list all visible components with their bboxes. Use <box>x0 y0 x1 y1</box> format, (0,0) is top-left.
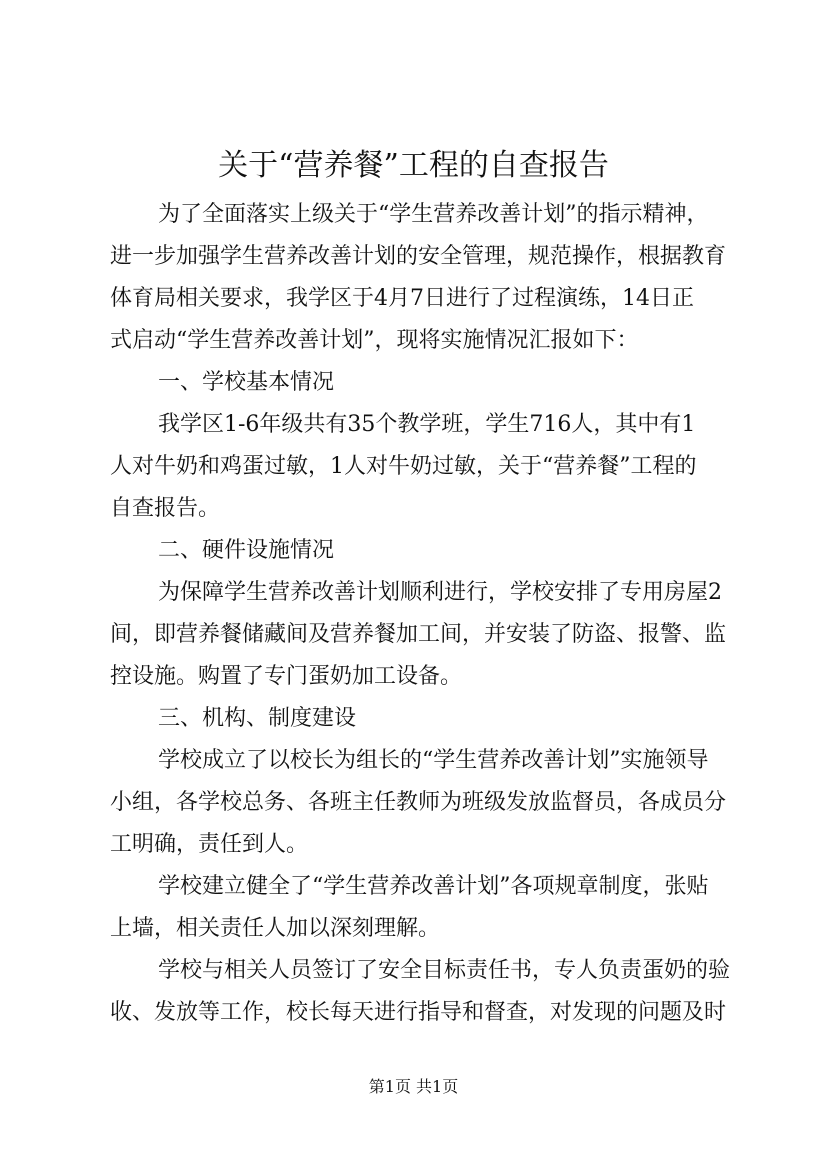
paragraph-line: 学校成立了以校长为组长的“学生营养改善计划”实施领导 <box>158 748 709 773</box>
paragraph-line: 学校与相关人员签订了安全目标责任书，专人负责蛋奶的验 <box>158 958 731 983</box>
paragraph-line: 我学区1-6年级共有35个教学班，学生716人，其中有1 <box>158 412 696 437</box>
paragraph-line: 收、发放等工作，校长每天进行指导和督查，对发现的问题及时 <box>110 1000 727 1025</box>
paragraph-line: 上墙，相关责任人加以深刻理解。 <box>110 916 441 941</box>
paragraph-line: 为保障学生营养改善计划顺利进行，学校安排了专用房屋2 <box>158 580 722 605</box>
section-heading: 二、硬件设施情况 <box>158 538 335 563</box>
section-heading: 一、学校基本情况 <box>158 370 335 395</box>
paragraph-line: 为了全面落实上级关于“学生营养改善计划”的指示精神， <box>158 202 709 227</box>
document-body <box>110 194 731 1034</box>
paragraph-line: 小组，各学校总务、各班主任教师为班级发放监督员，各成员分 <box>110 790 727 815</box>
section-heading: 三、机构、制度建设 <box>158 706 357 731</box>
paragraph-line: 人对牛奶和鸡蛋过敏，1人对牛奶过敏，关于“营养餐”工程的 <box>110 454 697 479</box>
paragraph-line: 间，即营养餐储藏间及营养餐加工间，并安装了防盗、报警、监 <box>110 622 727 647</box>
paragraph-line: 自查报告。 <box>110 496 221 521</box>
paragraph-line: 体育局相关要求，我学区于4月7日进行了过程演练，14日正 <box>110 286 694 311</box>
paragraph-line: 进一步加强学生营养改善计划的安全管理，规范操作，根据教育 <box>110 244 727 269</box>
paragraph-line: 工明确，责任到人。 <box>110 832 309 857</box>
document-title: 关于“营养餐”工程的自查报告 <box>218 148 609 183</box>
paragraph-line: 控设施。购置了专门蛋奶加工设备。 <box>110 664 463 689</box>
paragraph-line: 式启动“学生营养改善计划”，现将实施情况汇报如下： <box>110 328 639 353</box>
paragraph-line: 学校建立健全了“学生营养改善计划”各项规章制度，张贴 <box>158 874 709 899</box>
page-footer: 第1页 共1页 <box>368 1077 459 1096</box>
